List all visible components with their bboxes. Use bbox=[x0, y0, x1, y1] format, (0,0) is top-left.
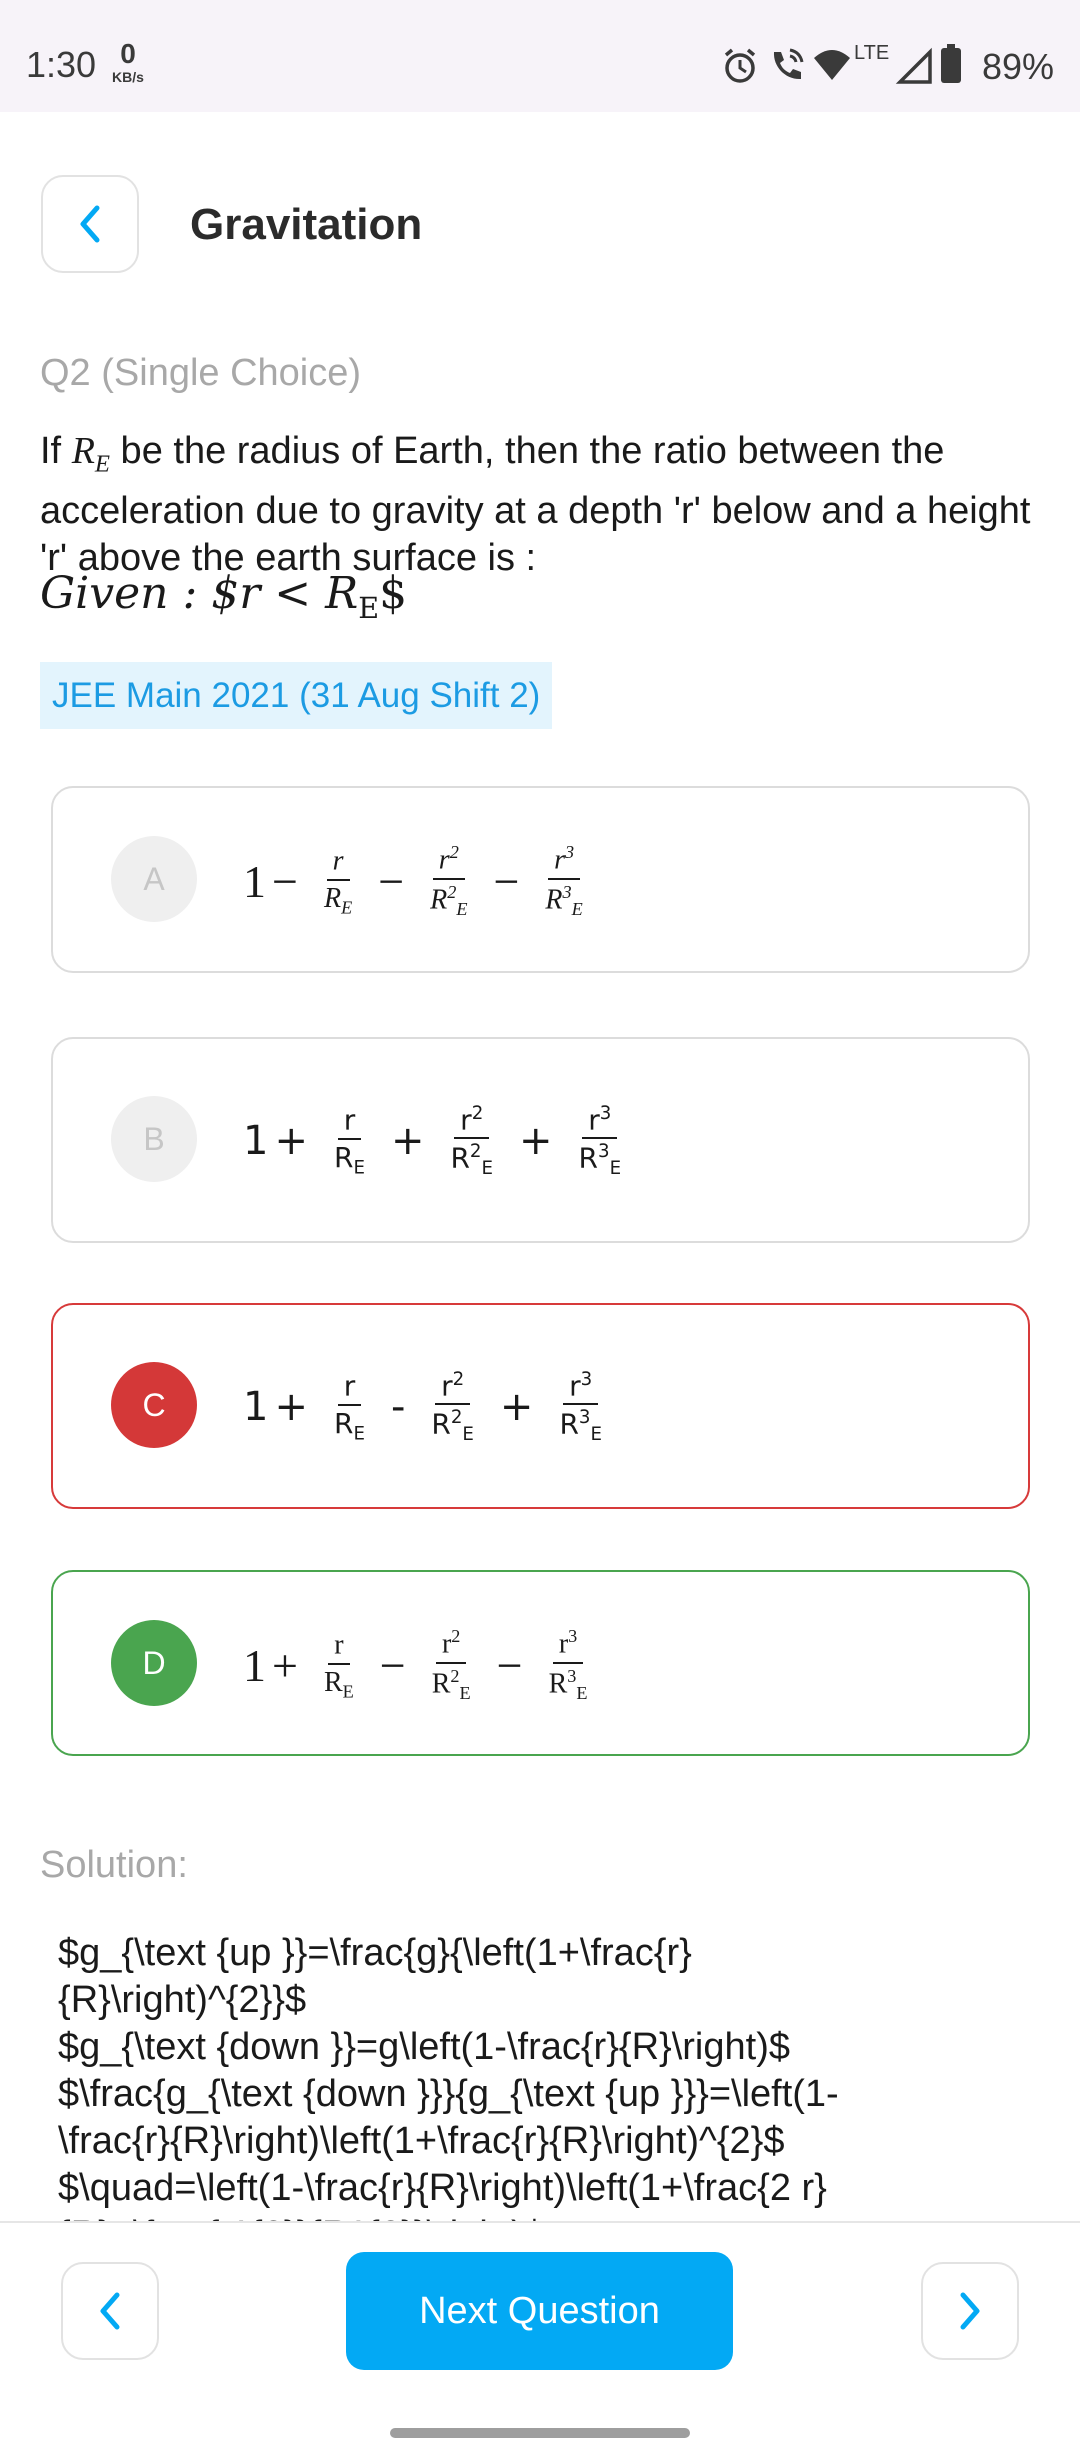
fraction-numerator bbox=[435, 1370, 470, 1406]
formula-operator: − bbox=[272, 855, 298, 907]
den-sub: E bbox=[341, 897, 353, 918]
den-base: R bbox=[545, 884, 563, 916]
formula-fraction bbox=[539, 843, 588, 919]
prev-question-button[interactable] bbox=[61, 2262, 159, 2360]
den-sub: E bbox=[462, 1424, 474, 1446]
signal-icon bbox=[898, 50, 932, 84]
option-letter: C bbox=[111, 1362, 197, 1448]
formula-operator: + bbox=[499, 1384, 534, 1430]
fraction-denominator bbox=[328, 1140, 371, 1178]
den-sub: E bbox=[353, 1157, 365, 1179]
wifi-icon bbox=[812, 48, 852, 84]
formula-operator: + bbox=[274, 1118, 308, 1164]
den-sub: E bbox=[609, 1158, 622, 1180]
formula-fraction bbox=[543, 1627, 594, 1703]
option-d[interactable] bbox=[51, 1570, 1030, 1756]
fraction-denominator bbox=[573, 1139, 628, 1178]
num-sup: 2 bbox=[452, 1368, 465, 1390]
formula-lead: 1 bbox=[243, 1384, 269, 1430]
net-speed-unit: KB/s bbox=[112, 69, 144, 85]
den-sup: 2 bbox=[469, 1141, 482, 1163]
den-sup: 3 bbox=[562, 881, 572, 902]
den-sub: E bbox=[576, 1682, 588, 1703]
den-base: R bbox=[450, 1141, 470, 1175]
den-sub: E bbox=[342, 1681, 354, 1702]
fraction-denominator bbox=[553, 1405, 608, 1444]
page-title: Gravitation bbox=[190, 200, 423, 249]
num-sup: 2 bbox=[451, 1626, 461, 1647]
question-given-text: Given : $r < R bbox=[40, 568, 359, 619]
fraction-denominator bbox=[444, 1139, 499, 1178]
formula-operator: + bbox=[519, 1118, 553, 1164]
chevron-right-icon bbox=[957, 2291, 983, 2331]
fraction-denominator bbox=[426, 1664, 477, 1703]
fraction-numerator bbox=[548, 843, 580, 880]
formula-fraction bbox=[553, 1370, 608, 1445]
formula-fraction bbox=[426, 1627, 477, 1703]
next-arrow-button[interactable] bbox=[921, 2262, 1019, 2360]
exam-tag: JEE Main 2021 (31 Aug Shift 2) bbox=[40, 662, 552, 729]
den-base: R bbox=[430, 884, 448, 916]
alarm-icon bbox=[720, 46, 760, 86]
den-base: R bbox=[431, 1668, 451, 1700]
question-label: Q2 (Single Choice) bbox=[40, 352, 362, 394]
option-formula bbox=[243, 1347, 622, 1467]
num-sup: 3 bbox=[599, 1102, 612, 1124]
formula-operator: + bbox=[390, 1118, 425, 1164]
num-sup: 2 bbox=[449, 842, 459, 863]
wifi-calling-icon bbox=[766, 46, 806, 86]
net-speed bbox=[106, 40, 150, 84]
num-base: r bbox=[569, 1368, 581, 1402]
formula-fraction bbox=[444, 1104, 499, 1179]
den-sub: E bbox=[456, 898, 468, 919]
chevron-left-icon bbox=[77, 204, 103, 244]
formula-fraction bbox=[573, 1104, 628, 1179]
fraction-denominator bbox=[539, 880, 588, 919]
fraction-denominator bbox=[425, 1405, 480, 1444]
den-sub: E bbox=[481, 1158, 493, 1180]
option-formula bbox=[243, 1081, 641, 1201]
den-sup: 3 bbox=[578, 1407, 591, 1429]
den-sup: 2 bbox=[447, 881, 457, 902]
num-base: r bbox=[554, 844, 565, 876]
formula-fraction bbox=[424, 843, 473, 919]
formula-fraction bbox=[425, 1370, 480, 1445]
den-sup: 2 bbox=[450, 1665, 460, 1686]
net-speed-value: 0 bbox=[120, 38, 136, 69]
fraction-numerator bbox=[338, 1370, 362, 1406]
fraction-numerator bbox=[436, 1627, 466, 1664]
question-given-end: $ bbox=[379, 568, 408, 619]
num-base: r bbox=[588, 1102, 600, 1136]
fraction-denominator bbox=[318, 881, 358, 918]
question-given-sub: E bbox=[358, 590, 380, 625]
den-sup: 2 bbox=[450, 1407, 463, 1429]
fraction-numerator bbox=[338, 1104, 362, 1140]
formula-fraction bbox=[328, 1104, 371, 1177]
fraction-denominator bbox=[543, 1664, 594, 1703]
den-sub: E bbox=[571, 898, 583, 919]
den-base: R bbox=[559, 1407, 579, 1441]
den-base: R bbox=[578, 1141, 598, 1175]
fraction-numerator bbox=[553, 1627, 583, 1664]
fraction-denominator bbox=[328, 1406, 371, 1444]
den-sup: 3 bbox=[597, 1141, 610, 1163]
formula-lead: 1 bbox=[243, 855, 266, 907]
status-bar bbox=[0, 0, 1080, 112]
status-time: 1:30 bbox=[26, 44, 97, 85]
num-base: r bbox=[460, 1102, 472, 1136]
question-symbol bbox=[71, 430, 110, 478]
question-text-rest: be the radius of Earth, then the ratio between the acceleration due to gravity at a depth 'r' below and a height 'r' above the earth surface is : bbox=[40, 430, 1031, 579]
formula-operator: − bbox=[379, 1639, 406, 1691]
fraction-numerator bbox=[328, 1628, 349, 1665]
den-sup: 3 bbox=[567, 1665, 577, 1686]
option-c[interactable] bbox=[51, 1303, 1030, 1509]
home-indicator bbox=[390, 2428, 690, 2438]
option-formula bbox=[243, 821, 603, 941]
num-base: r bbox=[332, 845, 344, 877]
formula-operator: + bbox=[274, 1384, 308, 1430]
question-text bbox=[40, 428, 1040, 582]
question-symbol-main: R bbox=[71, 430, 95, 472]
formula-operator: + bbox=[272, 1639, 298, 1691]
formula-operator: − bbox=[496, 1639, 523, 1691]
question-symbol-sub: E bbox=[94, 450, 110, 478]
den-base: R bbox=[323, 1667, 343, 1698]
den-base: R bbox=[431, 1407, 451, 1441]
num-sup: 3 bbox=[564, 842, 575, 863]
option-letter: B bbox=[111, 1096, 197, 1182]
option-letter: A bbox=[111, 836, 197, 922]
option-b[interactable] bbox=[51, 1037, 1030, 1243]
battery-icon bbox=[940, 44, 962, 84]
chevron-left-icon bbox=[97, 2291, 123, 2331]
formula-operator: − bbox=[493, 855, 520, 907]
num-base: r bbox=[441, 1628, 452, 1660]
den-sub: E bbox=[590, 1424, 602, 1446]
den-base: R bbox=[333, 1141, 354, 1174]
solution-label: Solution: bbox=[40, 1844, 188, 1886]
den-base: R bbox=[333, 1407, 354, 1440]
formula-operator: - bbox=[390, 1384, 406, 1430]
back-button[interactable] bbox=[41, 175, 139, 273]
formula-fraction bbox=[328, 1370, 371, 1443]
formula-fraction bbox=[318, 844, 358, 917]
den-sub: E bbox=[459, 1682, 471, 1703]
formula-lead: 1 bbox=[243, 1118, 269, 1164]
den-base: R bbox=[548, 1668, 568, 1700]
option-a[interactable] bbox=[51, 786, 1030, 973]
fraction-numerator bbox=[563, 1370, 598, 1406]
battery-percent: 89% bbox=[981, 46, 1054, 87]
num-sup: 3 bbox=[580, 1368, 593, 1390]
fraction-denominator bbox=[424, 880, 473, 919]
formula-operator: − bbox=[378, 855, 405, 907]
fraction-numerator bbox=[454, 1104, 489, 1140]
option-letter: D bbox=[111, 1620, 197, 1706]
formula-fraction bbox=[318, 1628, 360, 1701]
fraction-numerator bbox=[327, 844, 350, 881]
num-base: r bbox=[343, 1103, 356, 1137]
solution-text: $g_{\text {up }}=\frac{g}{\left(1+\frac{r} {R}\right)^{2}}$ $g_{\text {down }}=g\left(1-\frac{r}{R}\right)$ $\frac{g_{\text {down }}}{g_{\text {up }}}=\left(1- \frac{r}{R}\right)\left(1+\frac{r}{R}\right)^{2}$ $\quad=\left(1-\frac{r}{R}\right)\left(1+\frac{2 r} bbox=[58, 1932, 839, 2209]
den-sub: E bbox=[353, 1423, 365, 1445]
num-sup: 2 bbox=[471, 1102, 484, 1124]
num-base: r bbox=[343, 1369, 356, 1403]
num-base: r bbox=[438, 844, 450, 876]
fraction-denominator bbox=[318, 1665, 360, 1702]
num-base: r bbox=[334, 1629, 344, 1661]
den-base: R bbox=[323, 883, 342, 914]
num-base: r bbox=[441, 1368, 453, 1402]
formula-lead: 1 bbox=[243, 1639, 266, 1691]
network-type: LTE bbox=[854, 42, 890, 64]
next-question-button[interactable]: Next Question bbox=[346, 2252, 733, 2370]
fraction-numerator bbox=[582, 1104, 617, 1140]
fraction-numerator bbox=[433, 843, 465, 880]
question-text-prefix: If bbox=[40, 430, 72, 472]
num-base: r bbox=[558, 1628, 569, 1660]
option-formula bbox=[243, 1605, 607, 1725]
question-given bbox=[40, 568, 407, 625]
num-sup: 3 bbox=[568, 1626, 578, 1647]
